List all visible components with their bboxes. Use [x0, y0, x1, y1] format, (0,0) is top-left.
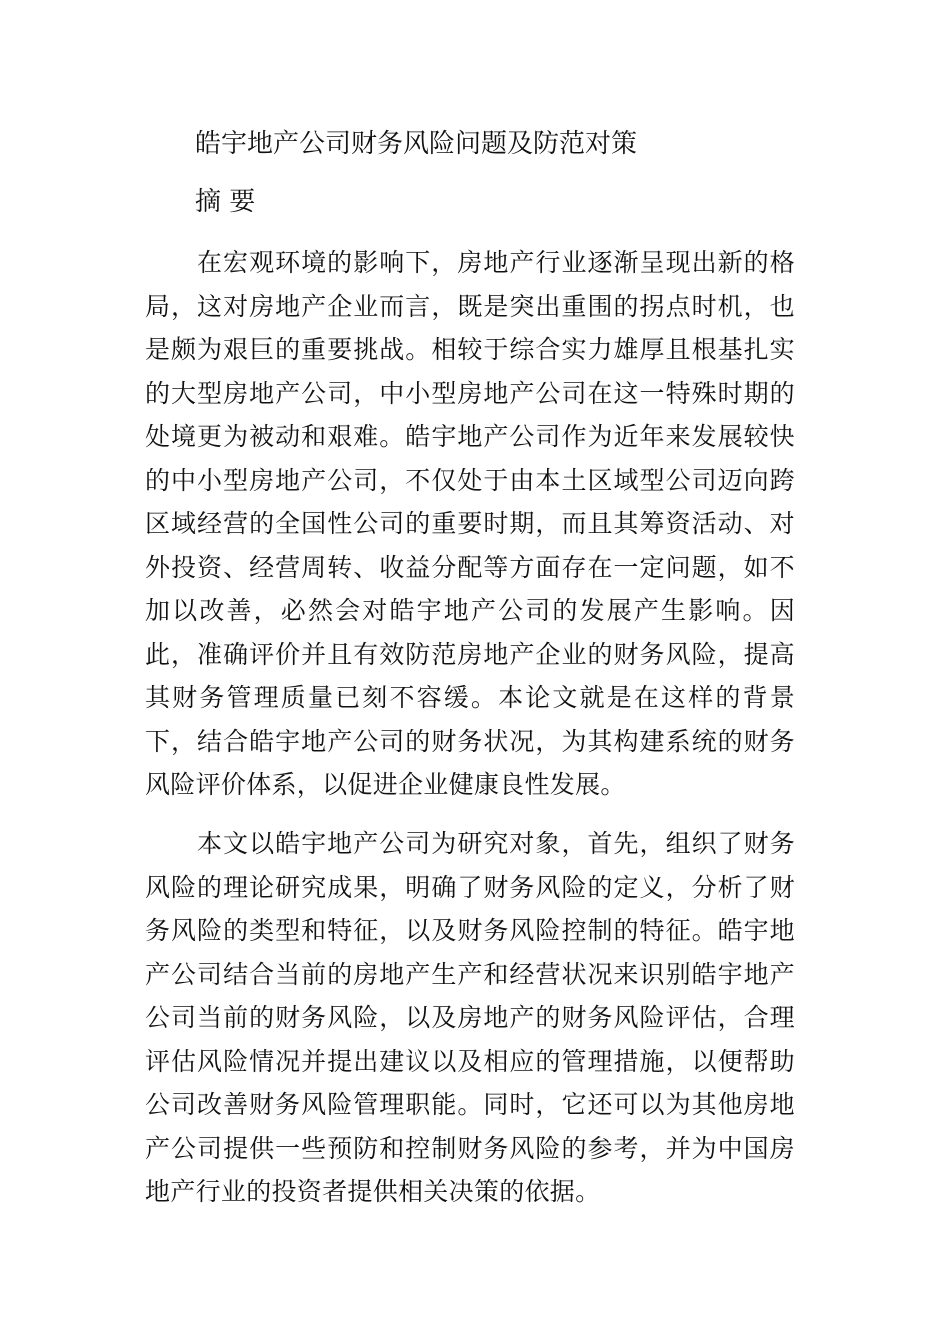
- abstract-heading: 摘 要: [195, 187, 256, 217]
- document-title: 皓宇地产公司财务风险问题及防范对策: [195, 129, 638, 159]
- abstract-paragraph-1: 在宏观环境的影响下，房地产行业逐渐呈现出新的格局，这对房地产企业而言，既是突出重围的拐点时机，也是颇为艰巨的重要挑战。相较于综合实力雄厚且根基扎实的大型房地产公司，中小型房地产公司在这一特殊时期的处境更为被动和艰难。皓宇地产公司作为近年来发展较快的中小型房地产公司，不仅处于由本土区域型公司迈向跨区域经营的全国性公司的重要时期，而且其筹资活动、对外投资、经营周转、收益分配等方面存在一定问题，如不加以改善，必然会对皓宇地产公司的发展产生影响。因此，准确评价并且有效防范房地产企业的财务风险，提高其财务管理质量已刻不容缓。本论文就是在这样的背景下，结合皓宇地产公司的财务状况，为其构建系统的财务风险评价体系，以促进企业健康良性发展。: [145, 248, 795, 799]
- abstract-paragraph-2: 本文以皓宇地产公司为研究对象，首先，组织了财务风险的理论研究成果，明确了财务风险的定义，分析了财务风险的类型和特征，以及财务风险控制的特征。皓宇地产公司结合当前的房地产生产和经营状况来识别皓宇地产公司当前的财务风险，以及房地产的财务风险评估，合理评估风险情况并提出建议以及相应的管理措施，以便帮助公司改善财务风险管理职能。同时，它还可以为其他房地产公司提供一些预防和控制财务风险的参考，并为中国房地产行业的投资者提供相关决策的依据。: [145, 829, 795, 1206]
